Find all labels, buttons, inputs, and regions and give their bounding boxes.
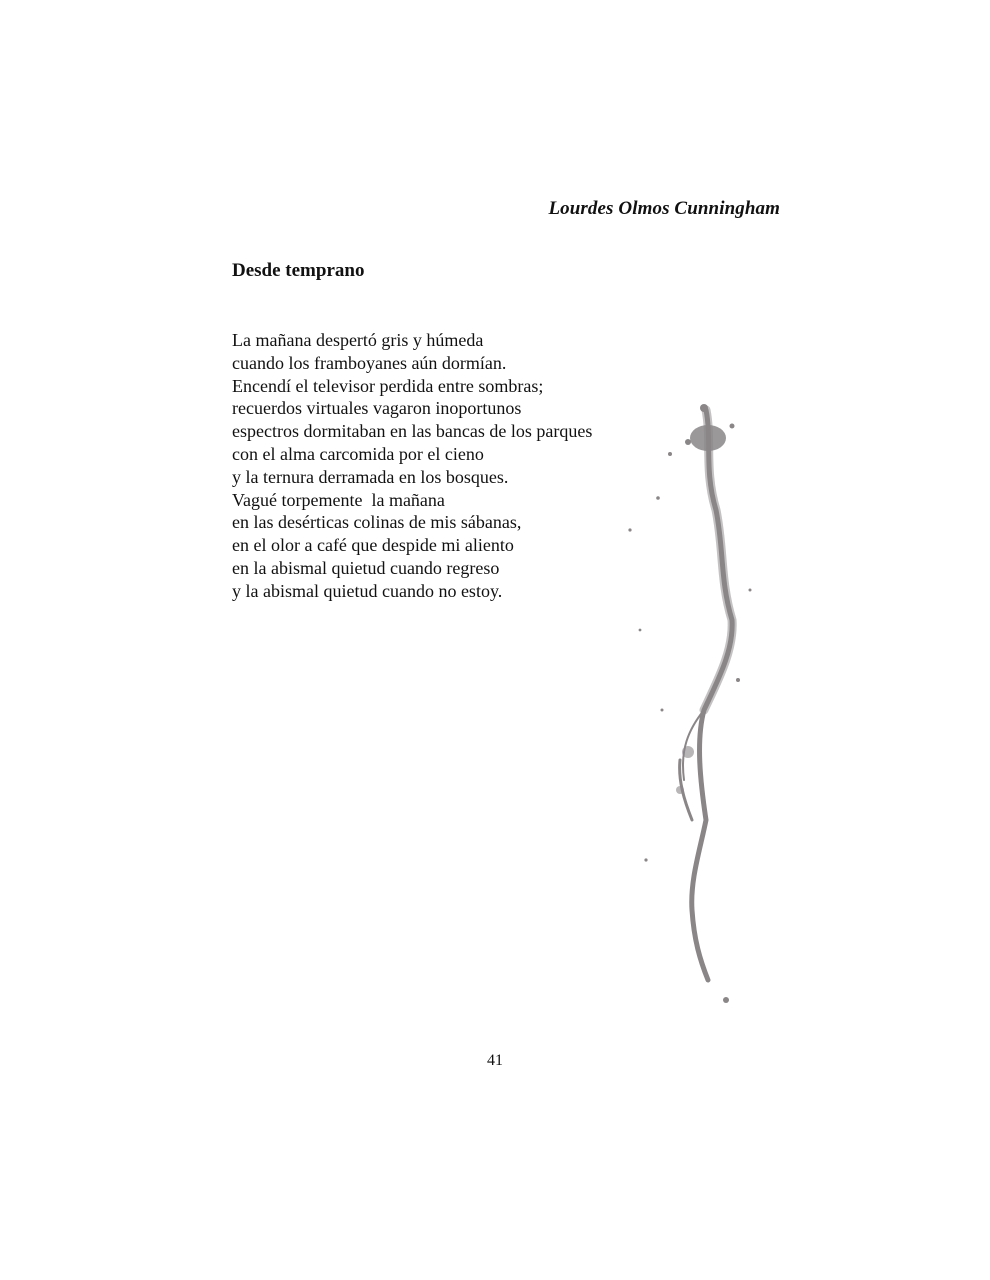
poem-title: Desde temprano — [232, 260, 365, 281]
poem-line: en la abismal quietud cuando regreso — [232, 557, 500, 578]
poem-line: en las desérticas colinas de mis sábanas, — [232, 512, 522, 533]
page-number: 41 — [487, 1052, 503, 1069]
poem-line: Encendí el televisor perdida entre sombras; — [232, 375, 544, 396]
poem-line: espectros dormitaban en las bancas de los parques — [232, 421, 593, 442]
ink-splash-icon — [600, 380, 800, 1060]
poem-line: y la ternura derramada en los bosques. — [232, 466, 509, 487]
poem-line: y la abismal quietud cuando no estoy. — [232, 580, 503, 601]
poem-line: La mañana despertó gris y húmeda — [232, 330, 484, 350]
poem-line: recuerdos virtuales vagaron inoportunos — [232, 398, 522, 419]
author-name: Lourdes Olmos Cunningham — [548, 198, 780, 219]
poem-line: en el olor a café que despide mi aliento — [232, 535, 514, 556]
poem-body — [232, 329, 592, 603]
poem-line: con el alma carcomida por el cieno — [232, 443, 484, 464]
poem-line: Vagué torpemente la mañana — [232, 489, 445, 510]
poem-line: cuando los framboyanes aún dormían. — [232, 352, 507, 373]
